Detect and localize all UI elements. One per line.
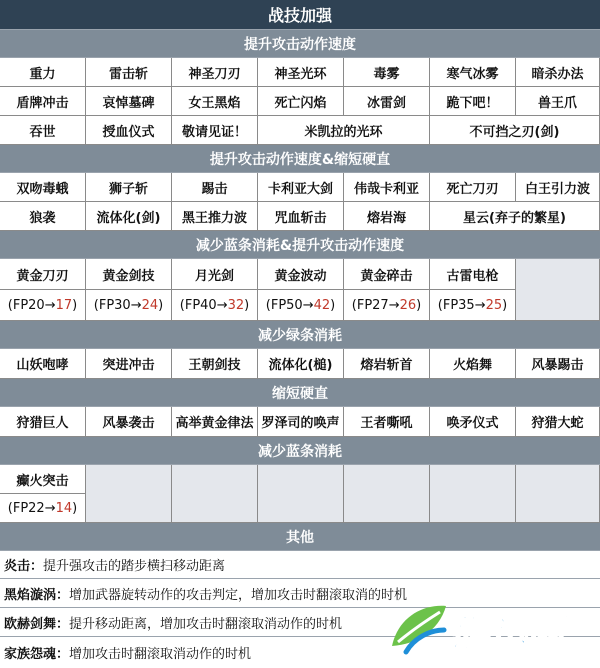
other-item-name: 炎击： bbox=[4, 559, 44, 574]
skill-cell: 王者嘶吼 bbox=[344, 407, 430, 437]
fp-to: 25 bbox=[485, 297, 503, 313]
skill-cell: 流体化(槌) bbox=[258, 349, 344, 379]
page-title: 战技加强 bbox=[0, 0, 600, 30]
skill-cell: 盾牌冲击 bbox=[0, 87, 86, 116]
skill-cell: 风暴袭击 bbox=[86, 407, 172, 437]
skill-cell: 哀悼墓碑 bbox=[86, 87, 172, 116]
skill-cell: 重力 bbox=[0, 58, 86, 87]
empty-cell bbox=[430, 465, 516, 523]
fp-suffix: ) bbox=[416, 297, 422, 313]
skill-cell: 黄金刀刃 bbox=[0, 259, 86, 290]
skill-cell: 神圣光环 bbox=[258, 58, 344, 87]
skill-cell: 跪下吧！ bbox=[430, 87, 516, 116]
skill-cell: 古雷电枪 bbox=[430, 259, 516, 290]
fp-from: (FP20→ bbox=[7, 297, 56, 313]
skill-cell: 踢击 bbox=[172, 173, 258, 202]
skill-cell: 流体化(剑) bbox=[86, 202, 172, 231]
skill-cell: 卡利亚大剑 bbox=[258, 173, 344, 202]
skill-cell: 敬请见证！ bbox=[172, 116, 258, 145]
fp-suffix: ) bbox=[502, 297, 508, 313]
section-grid-fp bbox=[0, 465, 600, 523]
skill-cell: 风暴踢击 bbox=[516, 349, 600, 379]
skill-cell: 暗杀办法 bbox=[516, 58, 600, 87]
skill-cell: 雷击斩 bbox=[86, 58, 172, 87]
skill-cell: 咒血斩击 bbox=[258, 202, 344, 231]
skill-cell: 山妖咆哮 bbox=[0, 349, 86, 379]
skill-cell: 火焰舞 bbox=[430, 349, 516, 379]
skill-cell: 狼袭 bbox=[0, 202, 86, 231]
fp-suffix: ) bbox=[330, 297, 336, 313]
skill-cell: 伟哉卡利亚 bbox=[344, 173, 430, 202]
skill-cell: 吞世 bbox=[0, 116, 86, 145]
section-grid-stamina bbox=[0, 349, 600, 379]
skill-cell: 死亡闪焰 bbox=[258, 87, 344, 116]
other-item-name: 黑焰漩涡： bbox=[4, 588, 70, 603]
watermark-text: 游迅网 bbox=[450, 611, 565, 655]
section-grid-speed-and-stagger bbox=[0, 173, 600, 231]
other-item-name: 家族怨魂： bbox=[4, 646, 70, 662]
skill-cell: 双吻毒蛾 bbox=[0, 173, 86, 202]
section-header-fp: 减少蓝条消耗 bbox=[0, 437, 600, 465]
skill-cell: 授血仪式 bbox=[86, 116, 172, 145]
skill-cell: 星云(弃子的繁星) bbox=[430, 202, 600, 231]
skill-cell: 熔岩斩首 bbox=[344, 349, 430, 379]
other-item-desc: 增加武器旋转动作的攻击判定，增加攻击时翻滚取消的时机 bbox=[69, 588, 408, 603]
section-header-stagger: 缩短硬直 bbox=[0, 379, 600, 407]
fp-from: (FP30→ bbox=[93, 297, 142, 313]
fp-cost-cell bbox=[0, 290, 86, 321]
skill-cell: 熔岩海 bbox=[344, 202, 430, 231]
fp-cost-cell bbox=[344, 290, 430, 321]
fp-cost-cell bbox=[430, 290, 516, 321]
skill-cell: 狩猎巨人 bbox=[0, 407, 86, 437]
skill-cell: 兽王爪 bbox=[516, 87, 600, 116]
fp-from: (FP22→ bbox=[7, 500, 56, 516]
empty-cell bbox=[86, 465, 172, 523]
fp-from: (FP27→ bbox=[351, 297, 400, 313]
fp-from: (FP35→ bbox=[437, 297, 486, 313]
empty-cell bbox=[344, 465, 430, 523]
section-header-attack-speed: 提升攻击动作速度 bbox=[0, 30, 600, 58]
skill-cell: 月光剑 bbox=[172, 259, 258, 290]
skill-cell: 女王黑焰 bbox=[172, 87, 258, 116]
other-item-desc: 增加攻击时翻滚取消动作的时机 bbox=[69, 646, 252, 662]
section-header-fp-and-speed: 减少蓝条消耗&提升攻击动作速度 bbox=[0, 231, 600, 259]
skill-cell: 黄金碎击 bbox=[344, 259, 430, 290]
empty-cell bbox=[516, 259, 600, 321]
watermark-logo bbox=[384, 594, 594, 664]
other-item-desc: 提升强攻击的踏步横扫移动距离 bbox=[43, 559, 226, 574]
skill-cell: 黄金波动 bbox=[258, 259, 344, 290]
fp-to: 14 bbox=[55, 500, 73, 516]
skill-cell: 米凯拉的光环 bbox=[258, 116, 430, 145]
fp-suffix: ) bbox=[72, 297, 78, 313]
skill-cell: 黑王推力波 bbox=[172, 202, 258, 231]
fp-suffix: ) bbox=[158, 297, 164, 313]
other-item bbox=[0, 551, 600, 579]
skill-cell: 王朝剑技 bbox=[172, 349, 258, 379]
section-header-speed-and-stagger: 提升攻击动作速度&缩短硬直 bbox=[0, 145, 600, 173]
empty-cell bbox=[516, 465, 600, 523]
fp-cost-cell bbox=[172, 290, 258, 321]
skill-cell: 死亡刀刃 bbox=[430, 173, 516, 202]
leaf-icon bbox=[392, 606, 446, 652]
fp-to: 17 bbox=[55, 297, 73, 313]
skill-cell: 癫火突击 bbox=[0, 465, 86, 494]
fp-suffix: ) bbox=[72, 500, 78, 516]
skill-cell: 神圣刀刃 bbox=[172, 58, 258, 87]
empty-cell bbox=[172, 465, 258, 523]
section-header-other: 其他 bbox=[0, 523, 600, 551]
section-grid-fp-and-speed bbox=[0, 259, 600, 321]
fp-cost-cell bbox=[86, 290, 172, 321]
skill-cell: 白王引力波 bbox=[516, 173, 600, 202]
fp-cost-cell bbox=[258, 290, 344, 321]
section-grid-attack-speed bbox=[0, 58, 600, 145]
fp-from: (FP40→ bbox=[179, 297, 228, 313]
skill-cell: 罗泽司的唤声 bbox=[258, 407, 344, 437]
skill-cell: 寒气冰雾 bbox=[430, 58, 516, 87]
other-item-desc: 提升移动距离，增加攻击时翻滚取消动作的时机 bbox=[69, 617, 343, 632]
section-grid-stagger bbox=[0, 407, 600, 437]
fp-to: 42 bbox=[313, 297, 331, 313]
fp-to: 32 bbox=[227, 297, 245, 313]
skill-cell: 狩猎大蛇 bbox=[516, 407, 600, 437]
empty-cell bbox=[258, 465, 344, 523]
section-header-stamina: 减少绿条消耗 bbox=[0, 321, 600, 349]
skill-cell: 突进冲击 bbox=[86, 349, 172, 379]
skill-cell: 狮子斩 bbox=[86, 173, 172, 202]
skill-cell: 不可挡之刃(剑) bbox=[430, 116, 600, 145]
fp-suffix: ) bbox=[244, 297, 250, 313]
skill-cell: 冰雷剑 bbox=[344, 87, 430, 116]
fp-to: 26 bbox=[399, 297, 417, 313]
fp-from: (FP50→ bbox=[265, 297, 314, 313]
skill-cell: 高举黄金律法 bbox=[172, 407, 258, 437]
skill-cell: 唤矛仪式 bbox=[430, 407, 516, 437]
other-item-name: 欧赫剑舞： bbox=[4, 617, 70, 632]
skill-cell: 黄金剑技 bbox=[86, 259, 172, 290]
fp-cost-cell bbox=[0, 494, 86, 523]
skill-cell: 毒雾 bbox=[344, 58, 430, 87]
fp-to: 24 bbox=[141, 297, 159, 313]
